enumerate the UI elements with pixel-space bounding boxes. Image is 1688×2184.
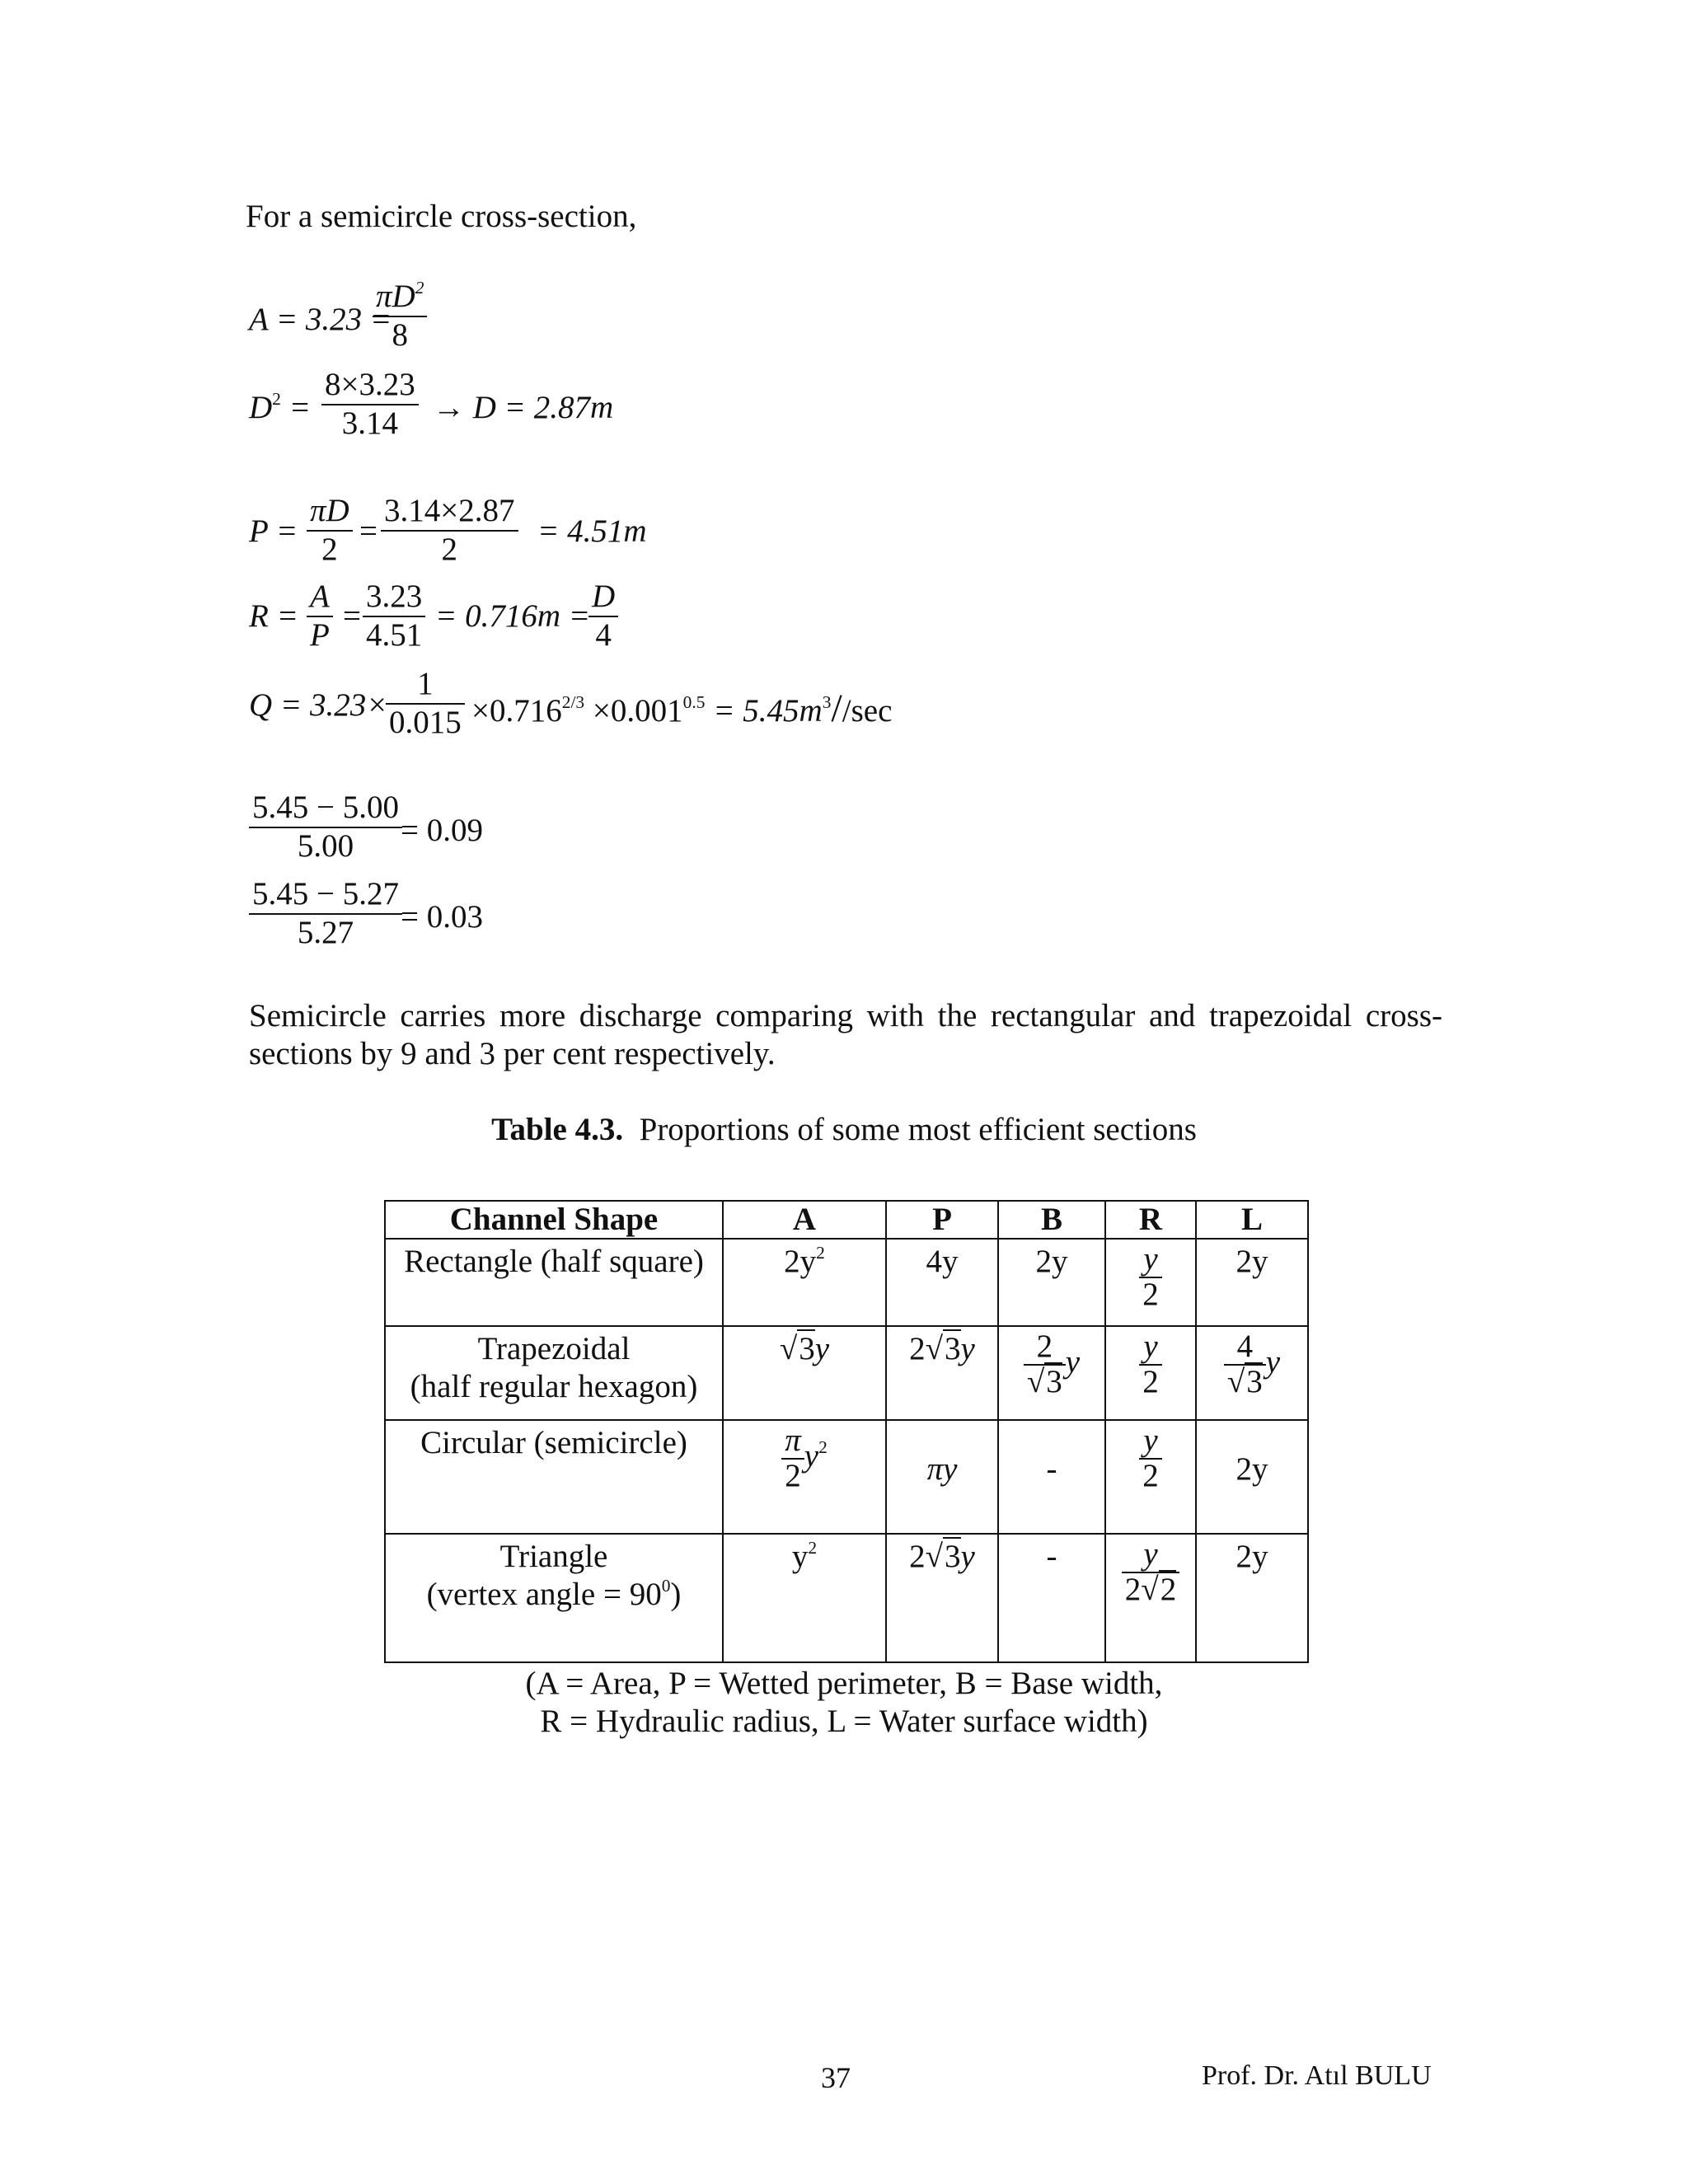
header-channel-shape: Channel Shape bbox=[385, 1201, 723, 1239]
p-equals: = bbox=[359, 513, 377, 549]
row-triangle-shape: Triangle (vertex angle = $90^0$) bbox=[385, 1534, 723, 1662]
row-rectangle-l: 2y bbox=[1196, 1239, 1308, 1326]
r-numerator-3: D bbox=[592, 579, 616, 614]
table-caption-text: Proportions of some most efficient sections bbox=[639, 1112, 1197, 1147]
p-denominator-2: 2 bbox=[381, 530, 518, 569]
area-denominator: 8 bbox=[373, 316, 427, 354]
p-equation-lhs: P = bbox=[249, 513, 298, 549]
row-rectangle-p: 4y bbox=[886, 1239, 998, 1326]
area-numerator: πD bbox=[376, 279, 415, 314]
row-circular-r: $\frac{y}{2}$ bbox=[1105, 1420, 1196, 1534]
d2-numerator: 8×3.23 bbox=[325, 367, 415, 402]
footer-author: Prof. Dr. Atıl BULU bbox=[1202, 2060, 1432, 2091]
d2-result: → D = 2.87m bbox=[433, 390, 614, 425]
r-denominator-1: P bbox=[307, 616, 333, 654]
p-result: = 4.51m bbox=[537, 513, 647, 549]
table-row bbox=[385, 1326, 1308, 1420]
d2-fraction bbox=[321, 367, 419, 443]
intro-text: For a semicircle cross-section, bbox=[246, 199, 637, 234]
r-equals: = bbox=[343, 598, 361, 634]
p-fraction-2 bbox=[381, 493, 518, 569]
comparison-1-denominator: 5.00 bbox=[249, 827, 402, 865]
header-r: R bbox=[1105, 1201, 1196, 1239]
q-equation-lhs: Q = 3.23× bbox=[249, 687, 388, 723]
p-numerator-1: πD bbox=[310, 493, 349, 528]
header-a: A bbox=[723, 1201, 886, 1239]
q-numerator: 1 bbox=[417, 666, 434, 701]
page-number: 37 bbox=[821, 2061, 851, 2094]
row-circular-b: - bbox=[998, 1420, 1105, 1534]
row-triangle-a: $y^2$ bbox=[723, 1534, 886, 1662]
row-triangle-l: 2y bbox=[1196, 1534, 1308, 1662]
row-trapezoidal-b: $\frac{2}{√3}$ y bbox=[998, 1326, 1105, 1420]
d2-equation-lhs: $D^2$ = bbox=[249, 388, 311, 425]
row-rectangle-r: $\frac{y}{2}$ bbox=[1105, 1239, 1196, 1326]
table-row bbox=[385, 1239, 1308, 1326]
row-triangle-b: - bbox=[998, 1534, 1105, 1662]
row-trapezoidal-p: 2√3y bbox=[886, 1326, 998, 1420]
comparison-1-numerator: 5.45 − 5.00 bbox=[252, 790, 399, 825]
area-fraction: $\frac{\pi D^2}{8}$ bbox=[373, 279, 427, 354]
conclusion-paragraph: Semicircle carries more discharge comparing with the rectangular and trapezoidal cross-sections by 9 and 3 per cent respectively. bbox=[249, 998, 1442, 1071]
row-trapezoidal-l: $\frac{4}{√3}$ y bbox=[1196, 1326, 1308, 1420]
row-trapezoidal-shape: Trapezoidal (half regular hexagon) bbox=[385, 1326, 723, 1420]
table-legend-line-1: (A = Area, P = Wetted perimeter, B = Base width, bbox=[525, 1666, 1163, 1701]
header-p: P bbox=[886, 1201, 998, 1239]
table-caption bbox=[0, 1111, 1688, 1148]
comparison-1-fraction bbox=[249, 790, 402, 865]
row-triangle-r: $\frac{y}{2√2}$ bbox=[1105, 1534, 1196, 1662]
q-fraction bbox=[386, 666, 465, 742]
row-triangle-p: 2√3y bbox=[886, 1534, 998, 1662]
comparison-1-result: = 0.09 bbox=[401, 813, 483, 848]
table-row bbox=[385, 1534, 1308, 1662]
r-fraction-3 bbox=[588, 579, 618, 654]
p-denominator-1: 2 bbox=[307, 530, 353, 569]
p-numerator-2: 3.14×2.87 bbox=[384, 493, 515, 528]
row-rectangle-b: 2y bbox=[998, 1239, 1105, 1326]
r-middle: = 0.716m = bbox=[435, 598, 591, 634]
r-fraction-2 bbox=[363, 579, 425, 654]
row-circular-p: πy bbox=[886, 1420, 998, 1534]
d2-denominator: 3.14 bbox=[321, 404, 419, 443]
efficient-sections-table bbox=[384, 1200, 1309, 1663]
row-rectangle-shape: Rectangle (half square) bbox=[385, 1239, 723, 1326]
q-tail: $\times 0.716^{2/3} \times 0.001^{0.5} = 5.45m^3//\sec$ bbox=[471, 687, 893, 730]
row-circular-a: $\frac{\pi}{2}$ $y^2$ bbox=[723, 1420, 886, 1534]
row-circular-shape: Circular (semicircle) bbox=[385, 1420, 723, 1534]
r-numerator-1: A bbox=[310, 579, 330, 614]
r-denominator-2: 4.51 bbox=[363, 616, 425, 654]
table-legend-line-2: R = Hydraulic radius, L = Water surface width) bbox=[540, 1704, 1148, 1739]
comparison-2-denominator: 5.27 bbox=[249, 913, 402, 952]
table-row bbox=[385, 1420, 1308, 1534]
r-equation-lhs: R = bbox=[249, 598, 298, 634]
row-rectangle-a: $2y^2$ bbox=[723, 1239, 886, 1326]
row-trapezoidal-a: √3y bbox=[723, 1326, 886, 1420]
header-b: B bbox=[998, 1201, 1105, 1239]
r-numerator-2: 3.23 bbox=[366, 579, 423, 614]
row-trapezoidal-r: $\frac{y}{2}$ bbox=[1105, 1326, 1196, 1420]
q-denominator: 0.015 bbox=[386, 703, 465, 742]
comparison-2-result: = 0.03 bbox=[401, 899, 483, 935]
area-equation-lhs: A = 3.23 = bbox=[249, 302, 392, 337]
r-denominator-3: 4 bbox=[588, 616, 618, 654]
table-header-row bbox=[385, 1201, 1308, 1239]
p-fraction-1 bbox=[307, 493, 353, 569]
row-circular-l: 2y bbox=[1196, 1420, 1308, 1534]
table-caption-label: Table 4.3. bbox=[491, 1112, 624, 1147]
comparison-2-numerator: 5.45 − 5.27 bbox=[252, 876, 399, 912]
r-fraction-1 bbox=[307, 579, 333, 654]
header-l: L bbox=[1196, 1201, 1308, 1239]
comparison-2-fraction bbox=[249, 876, 402, 952]
